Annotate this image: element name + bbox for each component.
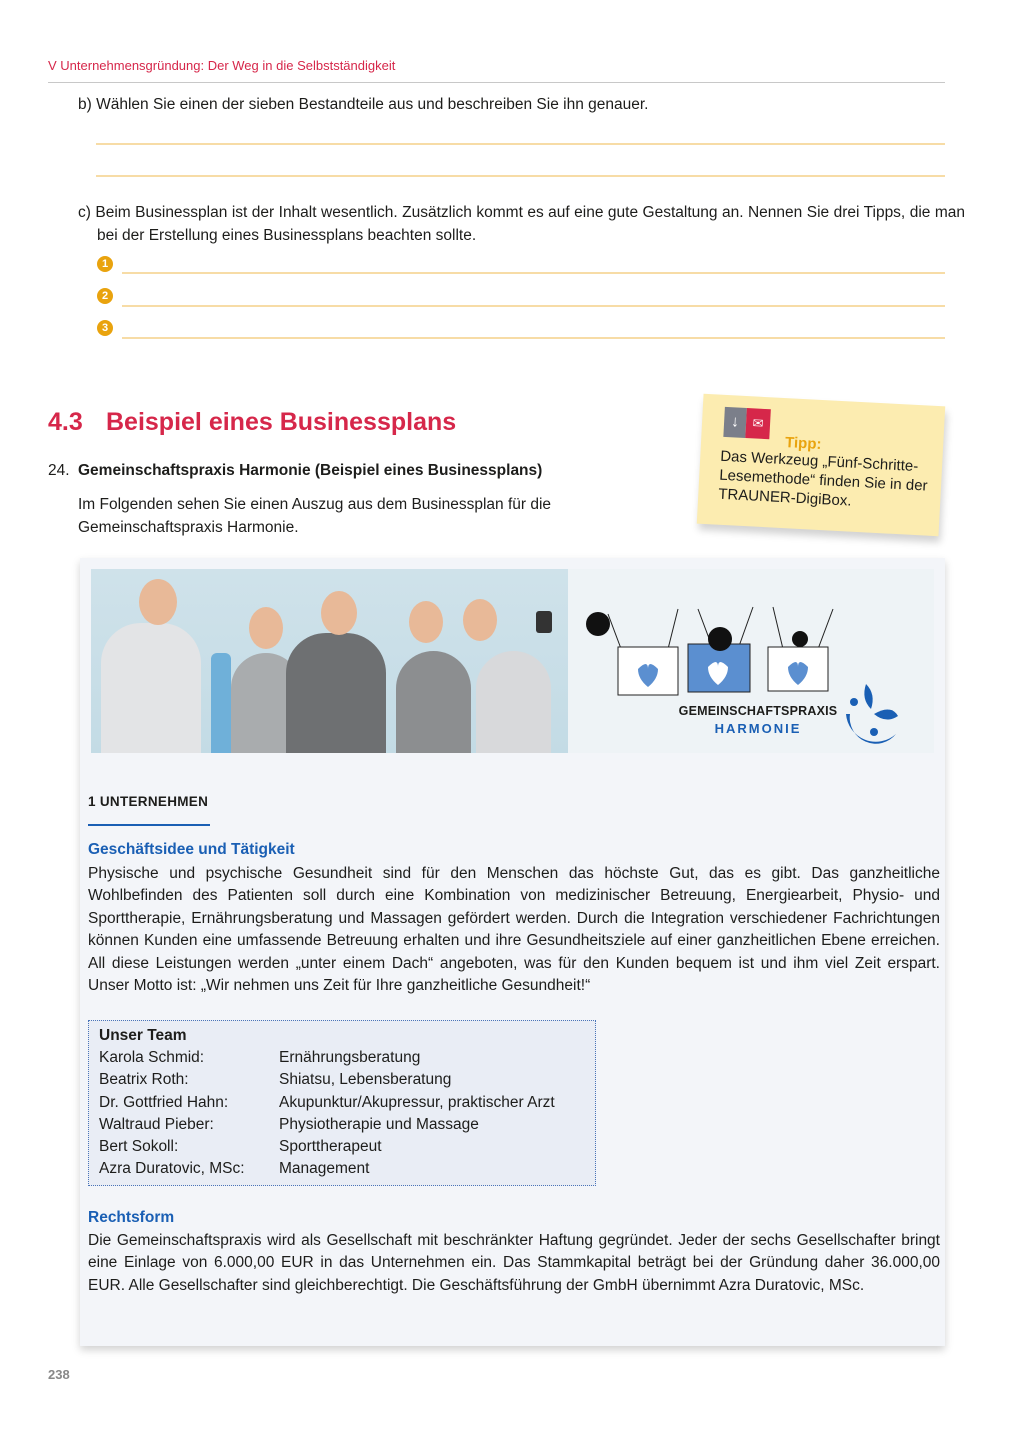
legal-title: Rechtsform [88, 1209, 175, 1226]
business-plan-card [80, 558, 945, 1346]
download-icon[interactable]: ↓ [723, 407, 747, 438]
answer-line[interactable] [96, 175, 945, 177]
section-number: 4.3 [48, 408, 83, 436]
answer-line[interactable] [96, 143, 945, 145]
running-head: V Unternehmensgründung: Der Weg in die Selbstständigkeit [48, 58, 396, 73]
logo-sub: HARMONIE [714, 721, 802, 736]
idea-text: Physische und psychische Gesundheit sind für den Menschen das höchste Gut, das es gibt. Das ganzheitliche Wohlbefinden des Patienten soll durch eine Kombination von medizinischer Betreuung, Energiearbeit, Physio- und Sporttherapie, Ernährungsberatung und Massagen gefördert werden. Durch die Integration verschiedener Fachrichtungen können Kunden eine umfassende Betreuung erhalten und ihre Gesundheitsziele auf einer ganzheitlichen Ebene erreichen. All diese Leistungen werden „unter einem Dach“ angeboten, was für den Kunden bequem ist und ihm viel Zeit erspart. Unser Motto ist: „Wir nehmen uns Zeit für Ihre ganzheitliche Gesundheit!“ [88, 865, 940, 995]
task-c-label: c) [78, 204, 91, 221]
team-box [88, 1020, 596, 1186]
task-b-label: b) [78, 96, 92, 113]
number-badge-2: 2 [97, 288, 113, 304]
exercise-intro: Im Folgenden sehen Sie einen Auszug aus dem Businessplan für die Gemeinschaftspraxis Harmonie. [78, 496, 552, 536]
section-title-text: Beispiel eines Businessplans [106, 408, 457, 436]
logo [568, 569, 934, 753]
exercise-title-text: Gemeinschaftspraxis Harmonie (Beispiel eines Businessplans) [78, 462, 543, 479]
logo-name: GEMEINSCHAFTSPRAXIS [678, 704, 838, 718]
number-badge-3: 3 [97, 320, 113, 336]
leaf-figure-icon [836, 674, 906, 754]
team-member: Karola Schmid: Ernährungsberatung [99, 1049, 421, 1066]
task-c-text: Beim Businessplan ist der Inhalt wesentlich. Zusätzlich kommt es auf eine gute Gestaltung an. Nennen Sie drei Tipps, die man bei der Erstellung eines Businessplans beachten sollte. [95, 204, 965, 244]
team-member: Azra Duratovic, MSc: Management [99, 1160, 370, 1177]
task-c [78, 201, 965, 247]
team-member: Beatrix Roth: Shiatsu, Lebensberatung [99, 1071, 452, 1088]
number-badge-1: 1 [97, 256, 113, 272]
answer-line-3[interactable] [122, 337, 945, 339]
task-b-text: Wählen Sie einen der sieben Bestandteile aus und beschreiben Sie ihn genauer. [96, 96, 649, 113]
legal-text: Die Gemeinschaftspraxis wird als Gesellschaft mit beschränkter Haftung gegründet. Jeder der sechs Gesellschafter bringt eine Einlage von 6.000,00 EUR in das Unternehmen ein. Das Stammkapital beträgt bei der Gründung daher 36.000,00 EUR. Alle Gesellschafter sind gleichberechtigt. Die Geschäftsführung der GmbH übernimmt Azra Duratovic, MSc. [88, 1232, 940, 1294]
team-member: Dr. Gottfried Hahn: Akupunktur/Akupressur, praktischer Arzt [99, 1094, 555, 1111]
digibox-icon[interactable]: ✉ [745, 408, 771, 439]
heading-underline [88, 824, 210, 826]
exercise-title [48, 462, 542, 480]
team-member: Waltraud Pieber: Physiotherapie und Massage [99, 1116, 479, 1133]
section-title [48, 408, 456, 437]
idea-title: Geschäftsidee und Tätigkeit [88, 841, 295, 858]
tipp-text: Das Werkzeug „Fünf-Schritte-Lesemethode“ finden Sie in der TRAUNER-DigiBox. [717, 447, 928, 510]
page-number: 238 [48, 1367, 70, 1382]
card-heading: 1 UNTERNEHMEN [88, 794, 209, 809]
header-divider [48, 82, 945, 83]
team-photo [91, 569, 568, 753]
answer-line-1[interactable] [122, 272, 945, 274]
tipp-note [697, 394, 945, 536]
exercise-number: 24. [48, 462, 70, 479]
task-b [78, 93, 648, 116]
tipp-label: Tipp: [784, 434, 822, 453]
answer-line-2[interactable] [122, 305, 945, 307]
team-title: Unser Team [99, 1027, 187, 1044]
team-member: Bert Sokoll: Sporttherapeut [99, 1138, 382, 1155]
